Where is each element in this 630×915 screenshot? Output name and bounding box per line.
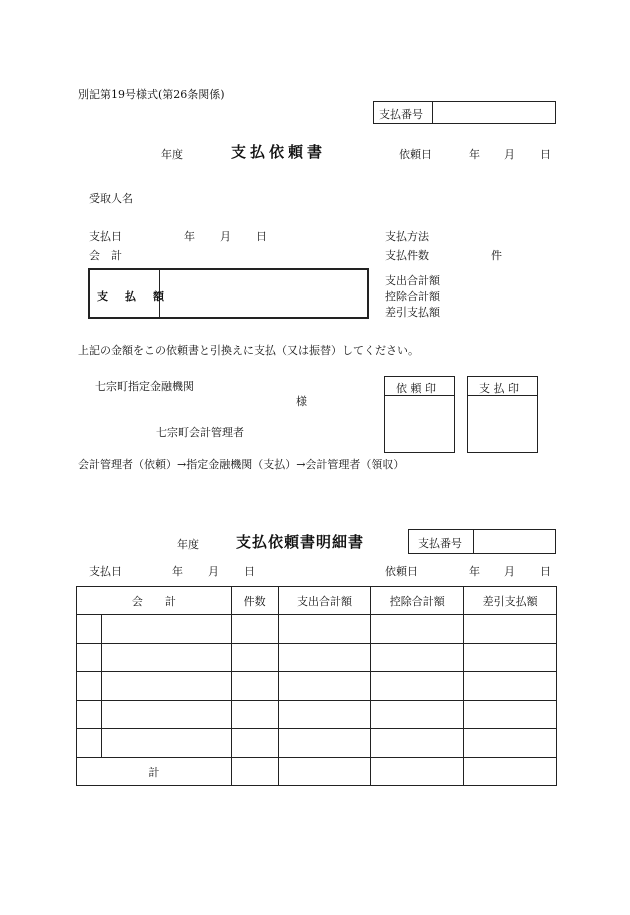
request-seal-label: 依 頼 印 — [396, 382, 436, 395]
form-number-note: 別記第19号様式(第26条関係) — [78, 88, 225, 101]
count-cell[interactable] — [231, 615, 278, 644]
net-payment-cell[interactable] — [464, 729, 557, 758]
fiscal-year-label: 年度 — [161, 148, 183, 161]
net-payment-cell[interactable] — [464, 701, 557, 729]
honorific-sama: 様 — [296, 395, 307, 408]
expenditure-cell[interactable] — [278, 672, 371, 701]
detail-pay-date-month: 月 — [208, 565, 219, 578]
table-row — [77, 615, 557, 644]
row-index-cell[interactable] — [77, 615, 102, 644]
request-date-day: 日 — [540, 148, 551, 161]
total-label-cell: 計 — [77, 758, 232, 786]
expenditure-cell[interactable] — [278, 701, 371, 729]
process-flow-note: 会計管理者（依頼）→指定金融機関（支払）→会計管理者（領収） — [78, 458, 405, 471]
detail-payment-number-box — [408, 529, 556, 554]
deduction-cell[interactable] — [371, 615, 464, 644]
form-title: 支払依頼書 — [231, 143, 327, 161]
expenditure-cell[interactable] — [278, 729, 371, 758]
expenditure-cell[interactable] — [278, 615, 371, 644]
net-payment-label: 差引支払額 — [385, 306, 440, 319]
payment-instruction: 上記の金額をこの依頼書と引換えに支払（又は振替）してください。 — [78, 344, 419, 357]
table-row — [77, 644, 557, 672]
count-cell[interactable] — [231, 701, 278, 729]
accounting-cell[interactable] — [101, 701, 231, 729]
col-header-net-payment: 差引支払額 — [464, 587, 557, 615]
payment-seal-box[interactable] — [467, 376, 538, 453]
accounting-cell[interactable] — [101, 644, 231, 672]
pay-date-label: 支払日 — [89, 230, 122, 243]
total-net-payment-cell[interactable] — [464, 758, 557, 786]
deduction-cell[interactable] — [371, 729, 464, 758]
detail-pay-date-day: 日 — [244, 565, 255, 578]
net-payment-cell[interactable] — [464, 672, 557, 701]
pay-date-day: 日 — [256, 230, 267, 243]
total-deduction-cell[interactable] — [371, 758, 464, 786]
detail-request-date-month: 月 — [504, 565, 515, 578]
pay-method-label: 支払方法 — [385, 230, 429, 243]
detail-form-title: 支払依頼書明細書 — [236, 533, 365, 551]
payment-amount-label: 支 払 額 — [97, 290, 167, 303]
pay-count-label: 支払件数 — [385, 249, 429, 262]
expenditure-cell[interactable] — [278, 644, 371, 672]
designated-bank-label: 七宗町指定金融機関 — [95, 380, 194, 393]
payment-number-label: 支払番号 — [379, 108, 423, 121]
request-date-month: 月 — [504, 148, 515, 161]
total-expenditure-cell[interactable] — [278, 758, 371, 786]
col-header-accounting: 会 計 — [77, 587, 232, 615]
count-cell[interactable] — [231, 729, 278, 758]
payee-label: 受取人名 — [89, 192, 133, 205]
table-row — [77, 672, 557, 701]
payment-number-box — [373, 101, 556, 124]
pay-date-year: 年 — [184, 230, 195, 243]
accounting-cell[interactable] — [101, 672, 231, 701]
accounting-cell[interactable] — [101, 729, 231, 758]
accounting-label: 会 計 — [89, 249, 122, 262]
detail-request-date-label: 依頼日 — [385, 565, 418, 578]
request-seal-box[interactable] — [384, 376, 455, 453]
count-cell[interactable] — [231, 644, 278, 672]
row-index-cell[interactable] — [77, 701, 102, 729]
table-row — [77, 729, 557, 758]
deduction-cell[interactable] — [371, 701, 464, 729]
deduction-cell[interactable] — [371, 644, 464, 672]
col-header-expenditure-total: 支出合計額 — [278, 587, 371, 615]
total-expenditure-label: 支出合計額 — [385, 274, 440, 287]
payment-seal-label: 支 払 印 — [479, 382, 519, 395]
net-payment-cell[interactable] — [464, 615, 557, 644]
detail-pay-date-label: 支払日 — [89, 565, 122, 578]
pay-count-unit: 件 — [491, 249, 502, 262]
col-header-count: 件数 — [231, 587, 278, 615]
deduction-cell[interactable] — [371, 672, 464, 701]
detail-request-date-year: 年 — [469, 565, 480, 578]
count-cell[interactable] — [231, 672, 278, 701]
request-date-year: 年 — [469, 148, 480, 161]
col-header-deduction-total: 控除合計額 — [371, 587, 464, 615]
total-count-cell[interactable] — [231, 758, 278, 786]
detail-payment-number-label: 支払番号 — [418, 537, 462, 550]
detail-request-date-day: 日 — [540, 565, 551, 578]
accounting-manager-label: 七宗町会計管理者 — [156, 426, 244, 439]
payment-amount-box — [88, 268, 369, 319]
row-index-cell[interactable] — [77, 729, 102, 758]
detail-pay-date-year: 年 — [172, 565, 183, 578]
row-index-cell[interactable] — [77, 672, 102, 701]
request-date-label: 依頼日 — [399, 148, 432, 161]
accounting-cell[interactable] — [101, 615, 231, 644]
detail-header-row — [77, 587, 557, 615]
detail-fiscal-year-label: 年度 — [177, 538, 199, 551]
row-index-cell[interactable] — [77, 644, 102, 672]
pay-date-month: 月 — [220, 230, 231, 243]
table-row — [77, 701, 557, 729]
net-payment-cell[interactable] — [464, 644, 557, 672]
detail-table — [76, 586, 557, 786]
deduction-total-label: 控除合計額 — [385, 290, 440, 303]
detail-total-row — [77, 758, 557, 786]
